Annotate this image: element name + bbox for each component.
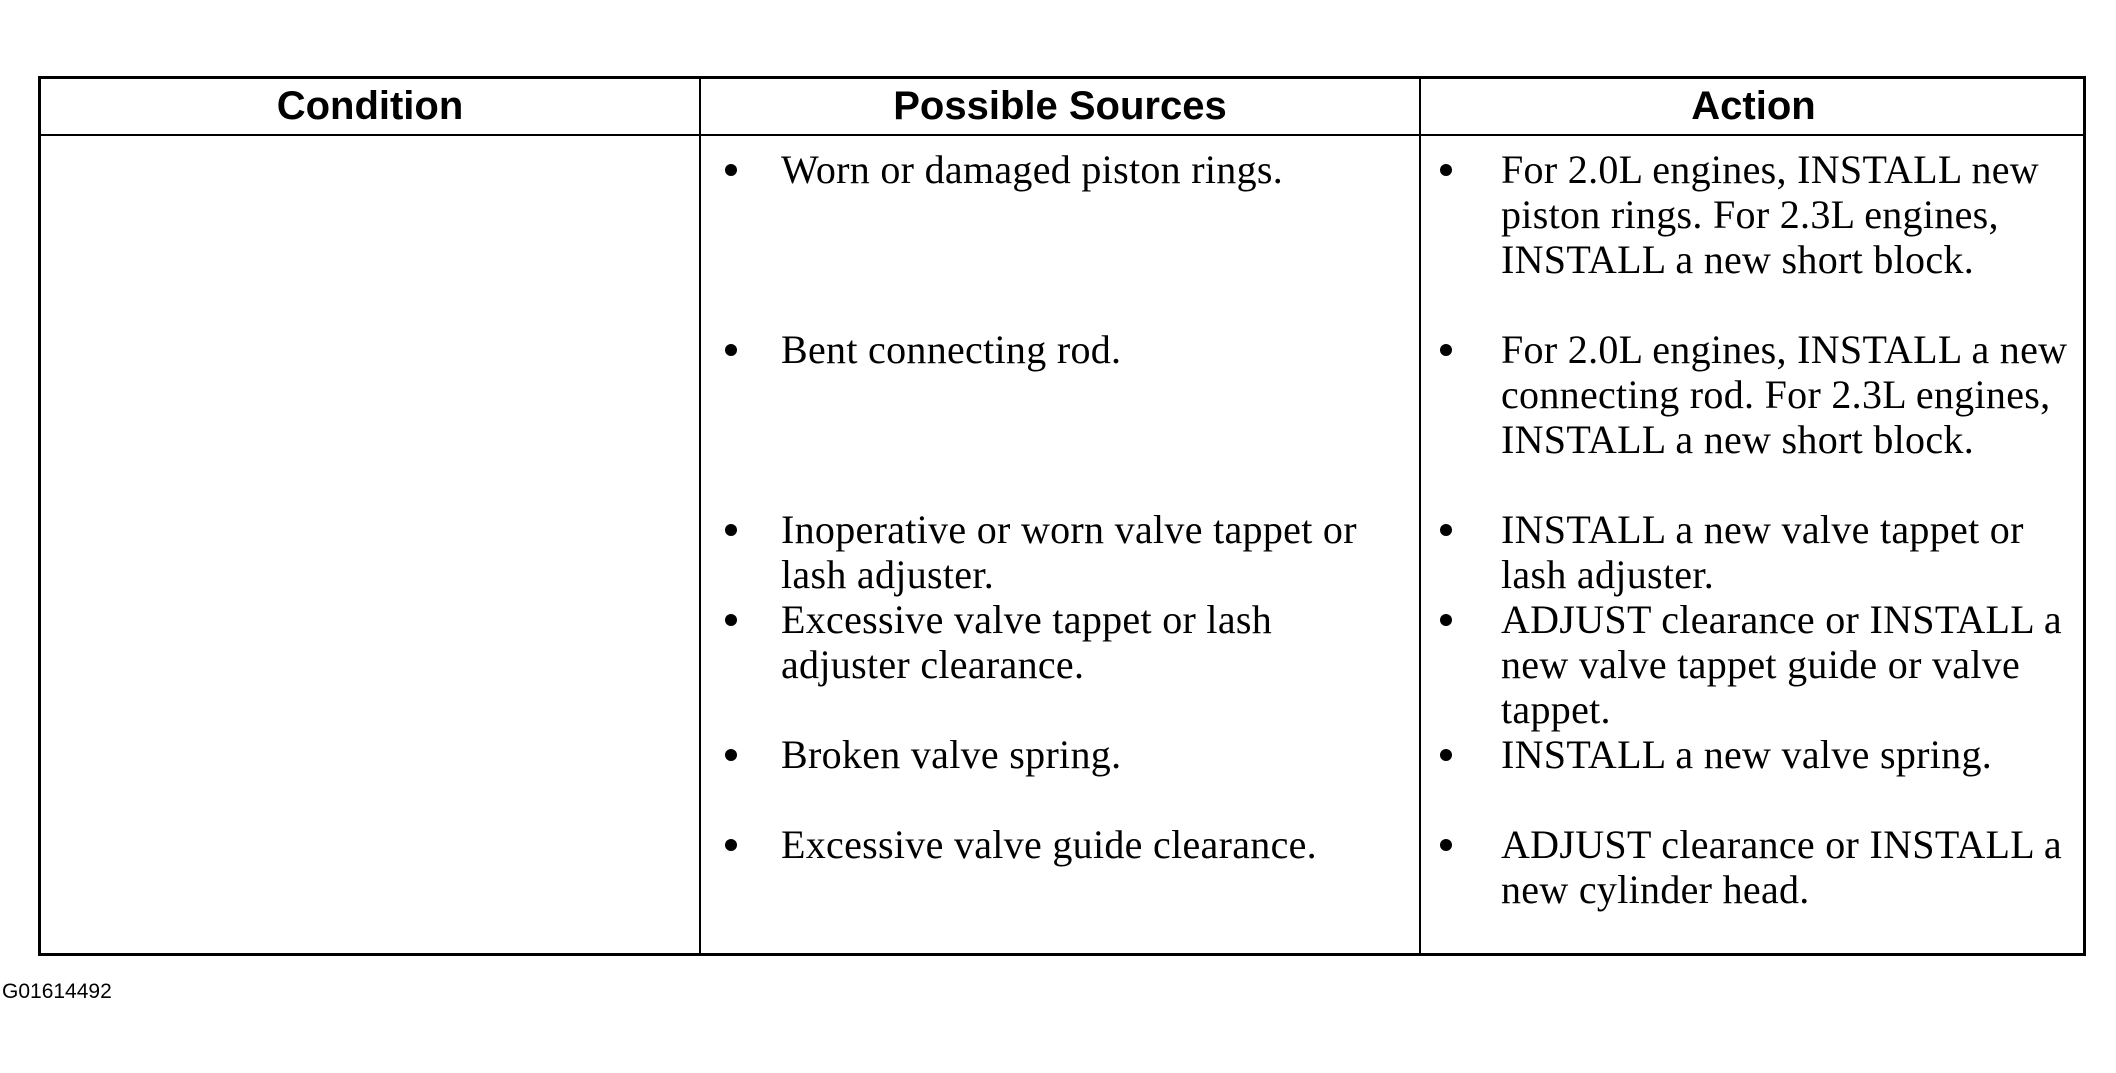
source-text: Excessive valve tappet or lash adjuster clearance. [781,597,1273,687]
figure-id: G01614492 [2,980,112,1003]
column-divider [699,79,701,953]
action-text: ADJUST clearance or INSTALL a new valve tappet guide or valve tappet. [1501,597,2062,732]
column-divider [1419,79,1421,953]
source-text: Bent connecting rod. [781,327,1122,372]
header-condition: Condition [276,84,464,128]
source-text: Inoperative or worn valve tappet or lash adjuster. [781,507,1357,597]
bullet-icon [1440,344,1452,356]
bullet-icon [725,839,737,851]
bullet-icon [725,524,737,536]
source-text: Broken valve spring. [781,732,1122,777]
bullet-icon [1440,164,1452,176]
header-divider [41,134,2083,136]
bullet-icon [725,344,737,356]
action-text: INSTALL a new valve spring. [1501,732,1993,777]
header-possible-sources: Possible Sources [893,84,1227,128]
diagnosis-table [38,76,2086,956]
header-action: Action [1691,84,1816,128]
source-text: Excessive valve guide clearance. [781,822,1317,867]
action-text: INSTALL a new valve tappet or lash adjuster. [1501,507,2024,597]
source-text: Worn or damaged piston rings. [781,147,1284,192]
bullet-icon [725,614,737,626]
bullet-icon [1440,614,1452,626]
bullet-icon [1440,839,1452,851]
action-text: For 2.0L engines, INSTALL new piston rings. For 2.3L engines, INSTALL a new short block. [1501,147,2039,282]
bullet-icon [725,749,737,761]
bullet-icon [1440,524,1452,536]
bullet-icon [1440,749,1452,761]
bullet-icon [725,164,737,176]
action-text: For 2.0L engines, INSTALL a new connecting rod. For 2.3L engines, INSTALL a new short block. [1501,327,2068,462]
action-text: ADJUST clearance or INSTALL a new cylinder head. [1501,822,2062,912]
